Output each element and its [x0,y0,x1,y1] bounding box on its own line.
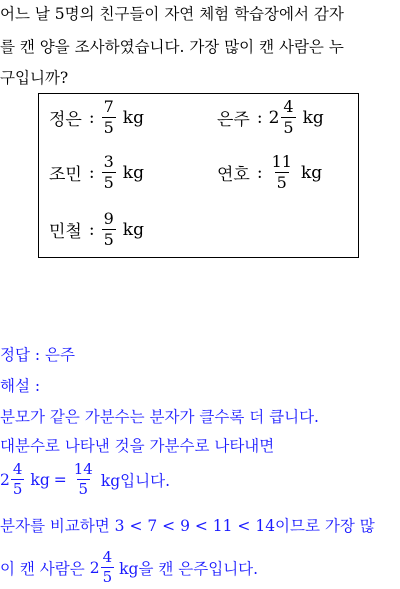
question-line-3: 구입니까? [0,69,69,87]
line5-prefix: 이 캔 사람은 [0,559,85,578]
explanation-line-1: 분모가 같은 가분수는 분자가 클수록 더 큽니다. [0,408,319,426]
numerator: 11 [271,152,292,171]
entry-colon: : [256,107,263,128]
fraction [102,99,116,136]
entry-colon: : [256,162,263,183]
question-line-2: 를 캔 양을 조사하였습니다. 가장 많이 캔 사람은 누 [0,38,344,56]
explanation-line-5 [0,550,258,585]
entry-eunju [217,99,324,136]
equals-sign: = [53,470,67,489]
fraction [101,550,115,585]
unit: kg [300,162,323,183]
unit: kg [122,107,144,128]
fraction [102,154,116,191]
numerator: 7 [103,97,114,116]
entry-name: 연호 [217,165,250,185]
entry-name: 정은 [49,110,82,130]
unit: kg [30,470,50,489]
unit: kg [302,107,324,128]
unit: kg [122,162,144,183]
denominator: 5 [78,480,89,498]
denominator: 5 [102,568,113,586]
whole-number: 2 [268,107,280,128]
whole-number: 2 [0,470,10,489]
entry-colon: : [88,219,95,240]
entry-colon: : [88,107,95,128]
fraction [72,462,95,497]
numerator: 3 [103,152,114,171]
denominator: 5 [276,173,287,192]
fraction [281,99,295,136]
entry-colon: : [88,162,95,183]
denominator: 5 [103,230,114,249]
denominator: 5 [12,480,23,498]
numerator: 4 [12,460,23,478]
entry-yeonho [217,154,322,191]
entry-name: 은주 [217,110,250,130]
numerator: 9 [103,209,114,228]
whole-number: 2 [89,558,100,577]
data-box [38,93,359,258]
answer-label: 정답 : 은주 [0,346,75,364]
unit: kg [122,219,144,240]
entry-jeongeun [49,99,144,136]
explanation-line-4: 분자를 비교하면 3 < 7 < 9 < 11 < 14이므로 가장 많 [0,517,375,535]
denominator: 5 [103,173,114,192]
numerator: 4 [283,97,294,116]
explanation-line-2: 대분수로 나타낸 것을 가분수로 나타내면 [0,437,275,455]
denominator: 5 [103,118,114,137]
fraction [11,462,25,497]
entry-mincheol [49,211,144,248]
fraction [270,154,294,191]
numerator: 14 [73,460,93,478]
numerator: 4 [102,548,113,566]
denominator: 5 [283,118,294,137]
explanation-equation [0,462,170,497]
fraction [102,211,116,248]
entry-jomin [49,154,144,191]
entry-name: 조민 [49,165,82,185]
explanation-label: 해설 : [0,377,41,395]
line5-suffix: kg을 캔 은주입니다. [119,559,259,578]
question-line-1: 어느 날 5명의 친구들이 자연 체험 학습장에서 감자 [0,5,344,23]
entry-name: 민철 [49,222,82,242]
unit: kg입니다. [100,471,171,490]
